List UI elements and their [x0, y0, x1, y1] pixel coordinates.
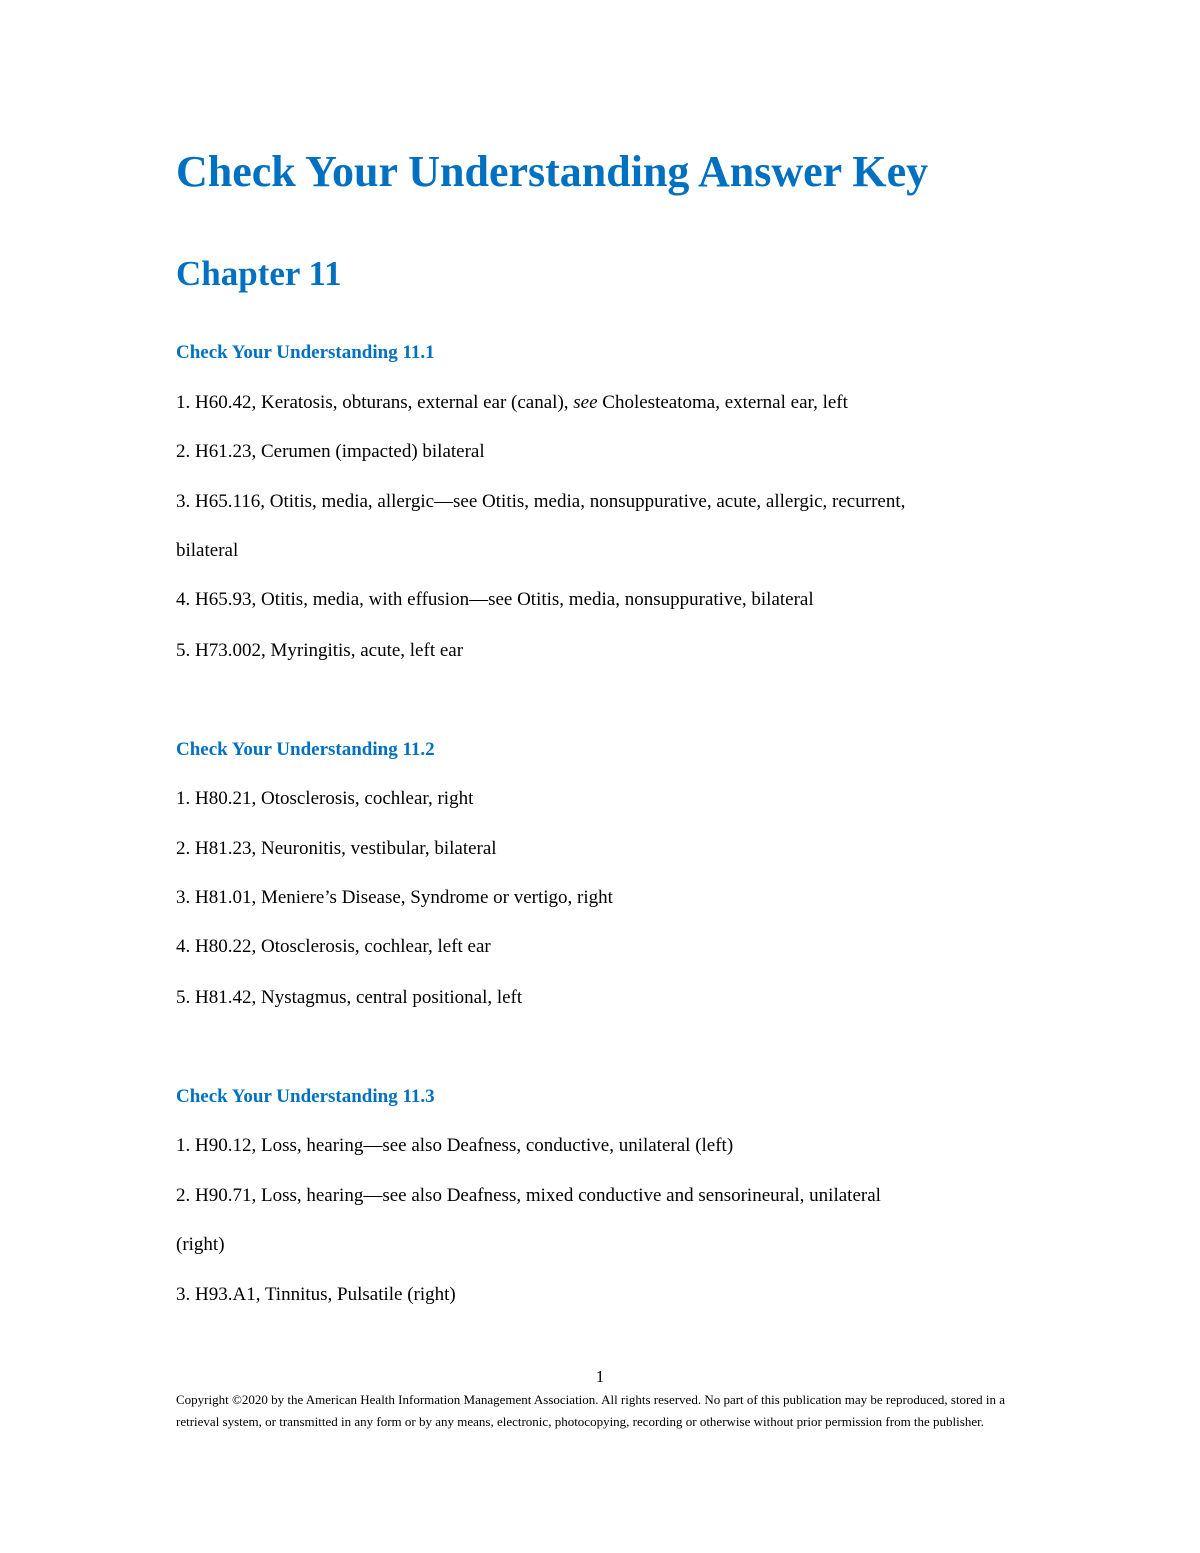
answer-line: 2. H61.23, Cerumen (impacted) bilateral [176, 441, 485, 462]
see-reference: see [573, 392, 598, 413]
document-title: Check Your Understanding Answer Key [176, 147, 929, 196]
answer-line [176, 389, 848, 417]
answer-line: 3. H93.A1, Tinnitus, Pulsatile (right) [176, 1284, 456, 1305]
answer-line: 5. H81.42, Nystagmus, central positional, left [176, 987, 523, 1008]
answer-line: 5. H73.002, Myringitis, acute, left ear [176, 640, 464, 661]
answer-line: 1. H90.12, Loss, hearing—see also Deafness, conductive, unilateral (left) [176, 1135, 734, 1156]
answer-line: 2. H90.71, Loss, hearing—see also Deafness, mixed conductive and sensorineural, unilateral [176, 1185, 881, 1206]
answer-line: 4. H80.22, Otosclerosis, cochlear, left ear [176, 936, 491, 957]
answer-line-continuation: (right) [176, 1234, 225, 1255]
section-heading: Check Your Understanding 11.3 [176, 1086, 435, 1107]
answer-line: 4. H65.93, Otitis, media, with effusion—see Otitis, media, nonsuppurative, bilateral [176, 589, 814, 610]
answer-line: 3. H65.116, Otitis, media, allergic—see Otitis, media, nonsuppurative, acute, allergic, recurrent, [176, 491, 906, 512]
chapter-heading: Chapter 11 [176, 254, 342, 293]
answer-line: 2. H81.23, Neuronitis, vestibular, bilateral [176, 838, 497, 859]
answer-text: 1. H60.42, Keratosis, obturans, external ear (canal), [176, 392, 574, 413]
section-heading: Check Your Understanding 11.2 [176, 739, 435, 760]
answer-line-continuation: bilateral [176, 540, 239, 561]
answer-line: 1. H80.21, Otosclerosis, cochlear, right [176, 788, 474, 809]
answer-line: 3. H81.01, Meniere’s Disease, Syndrome or vertigo, right [176, 887, 613, 908]
section-heading: Check Your Understanding 11.1 [176, 342, 435, 363]
copyright-notice: Copyright ©2020 by the American Health Information Management Association. All rights reserved. No part of this publication may be reproduced, stored in a retrieval system, or transmitted in any form or by any means, electronic, photocopying, recording or otherwise without prior permission from the publisher. [176, 1392, 1006, 1429]
page-number: 1 [595, 1367, 605, 1386]
answer-text: Cholesteatoma, external ear, left [597, 392, 848, 413]
